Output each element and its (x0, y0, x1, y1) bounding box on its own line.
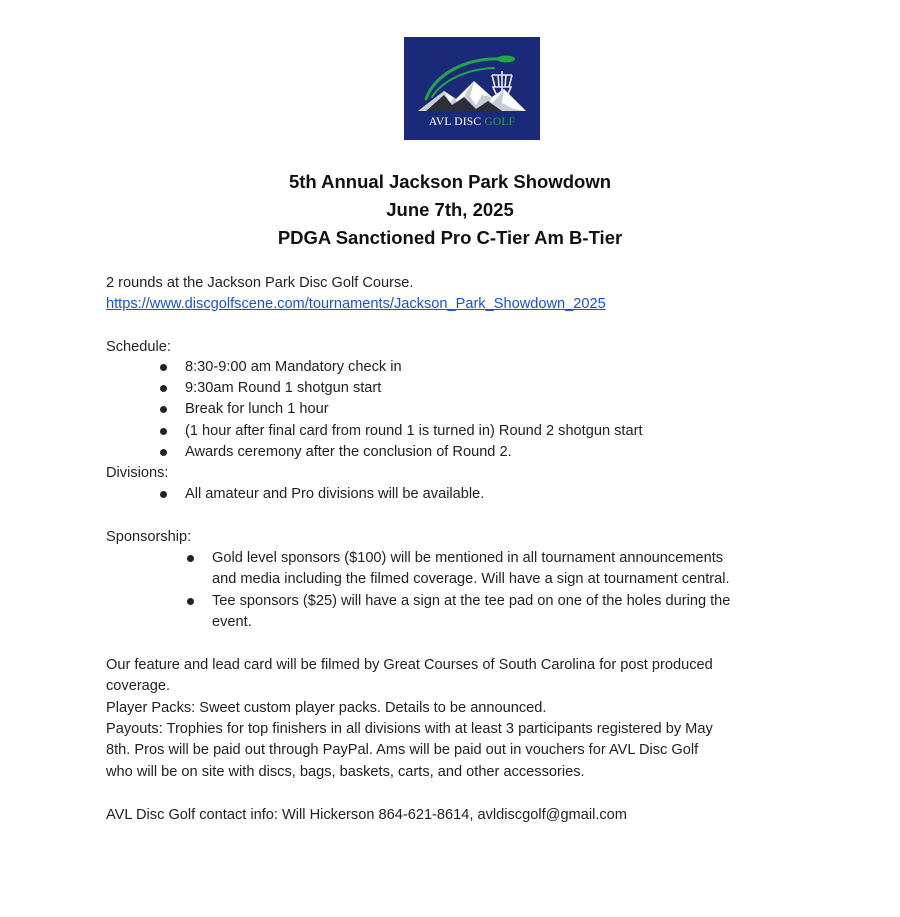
payouts-line1: Payouts: Trophies for top finishers in all divisions with at least 3 participants registered by May (106, 721, 713, 737)
event-title: 5th Annual Jackson Park Showdown (288, 171, 612, 192)
feature-card-line2: coverage. (106, 678, 171, 694)
sponsorship-tee-line2: event. (212, 614, 252, 630)
division-item: All amateur and Pro divisions will be available. (185, 486, 485, 502)
sponsorship-label: Sponsorship: (106, 529, 192, 545)
contact-info: AVL Disc Golf contact info: Will Hickerson 864-621-8614, avldiscgolf@gmail.com (106, 807, 627, 823)
player-packs: Player Packs: Sweet custom player packs. Details to be announced. (106, 700, 547, 716)
tournament-link[interactable]: https://www.discgolfscene.com/tournaments/Jackson_Park_Showdown_2025 (106, 296, 606, 312)
event-heading (0, 168, 900, 252)
bullet-icon (160, 428, 167, 435)
payouts-line2: 8th. Pros will be paid out through PayPal. Ams will be paid out in vouchers for AVL Disc Golf (106, 742, 699, 758)
intro-text: 2 rounds at the Jackson Park Disc Golf Course. (106, 275, 414, 291)
logo-text-green: GOLF (484, 116, 516, 128)
logo-wordmark (404, 116, 540, 128)
sponsorship-gold-line2: and media including the filmed coverage. Will have a sign at tournament central. (212, 571, 730, 587)
schedule-item: Awards ceremony after the conclusion of Round 2. (185, 444, 512, 460)
bullet-icon (160, 491, 167, 498)
sponsorship-gold-line1: Gold level sponsors ($100) will be mentioned in all tournament announcements (212, 550, 724, 566)
event-date: June 7th, 2025 (386, 199, 514, 220)
schedule-label: Schedule: (106, 339, 171, 355)
feature-card-line1: Our feature and lead card will be filmed by Great Courses of South Carolina for post produced (106, 657, 713, 673)
event-tier: PDGA Sanctioned Pro C-Tier Am B-Tier (277, 227, 623, 248)
bullet-icon (160, 406, 167, 413)
bullet-icon (160, 364, 167, 371)
schedule-item: Break for lunch 1 hour (185, 401, 329, 417)
bullet-icon (160, 449, 167, 456)
bullet-icon (160, 385, 167, 392)
sponsorship-tee-line1: Tee sponsors ($25) will have a sign at the tee pad on one of the holes during the (212, 593, 731, 609)
bullet-icon (187, 598, 194, 605)
divisions-label: Divisions: (106, 465, 169, 481)
avl-disc-golf-logo (404, 37, 540, 140)
bullet-icon (187, 555, 194, 562)
schedule-item: 9:30am Round 1 shotgun start (185, 380, 382, 396)
logo-text-white: AVL DISC (428, 116, 485, 128)
schedule-item: 8:30-9:00 am Mandatory check in (185, 359, 402, 375)
schedule-item: (1 hour after final card from round 1 is turned in) Round 2 shotgun start (185, 423, 643, 439)
payouts-line3: who will be on site with discs, bags, baskets, carts, and other accessories. (106, 764, 585, 780)
